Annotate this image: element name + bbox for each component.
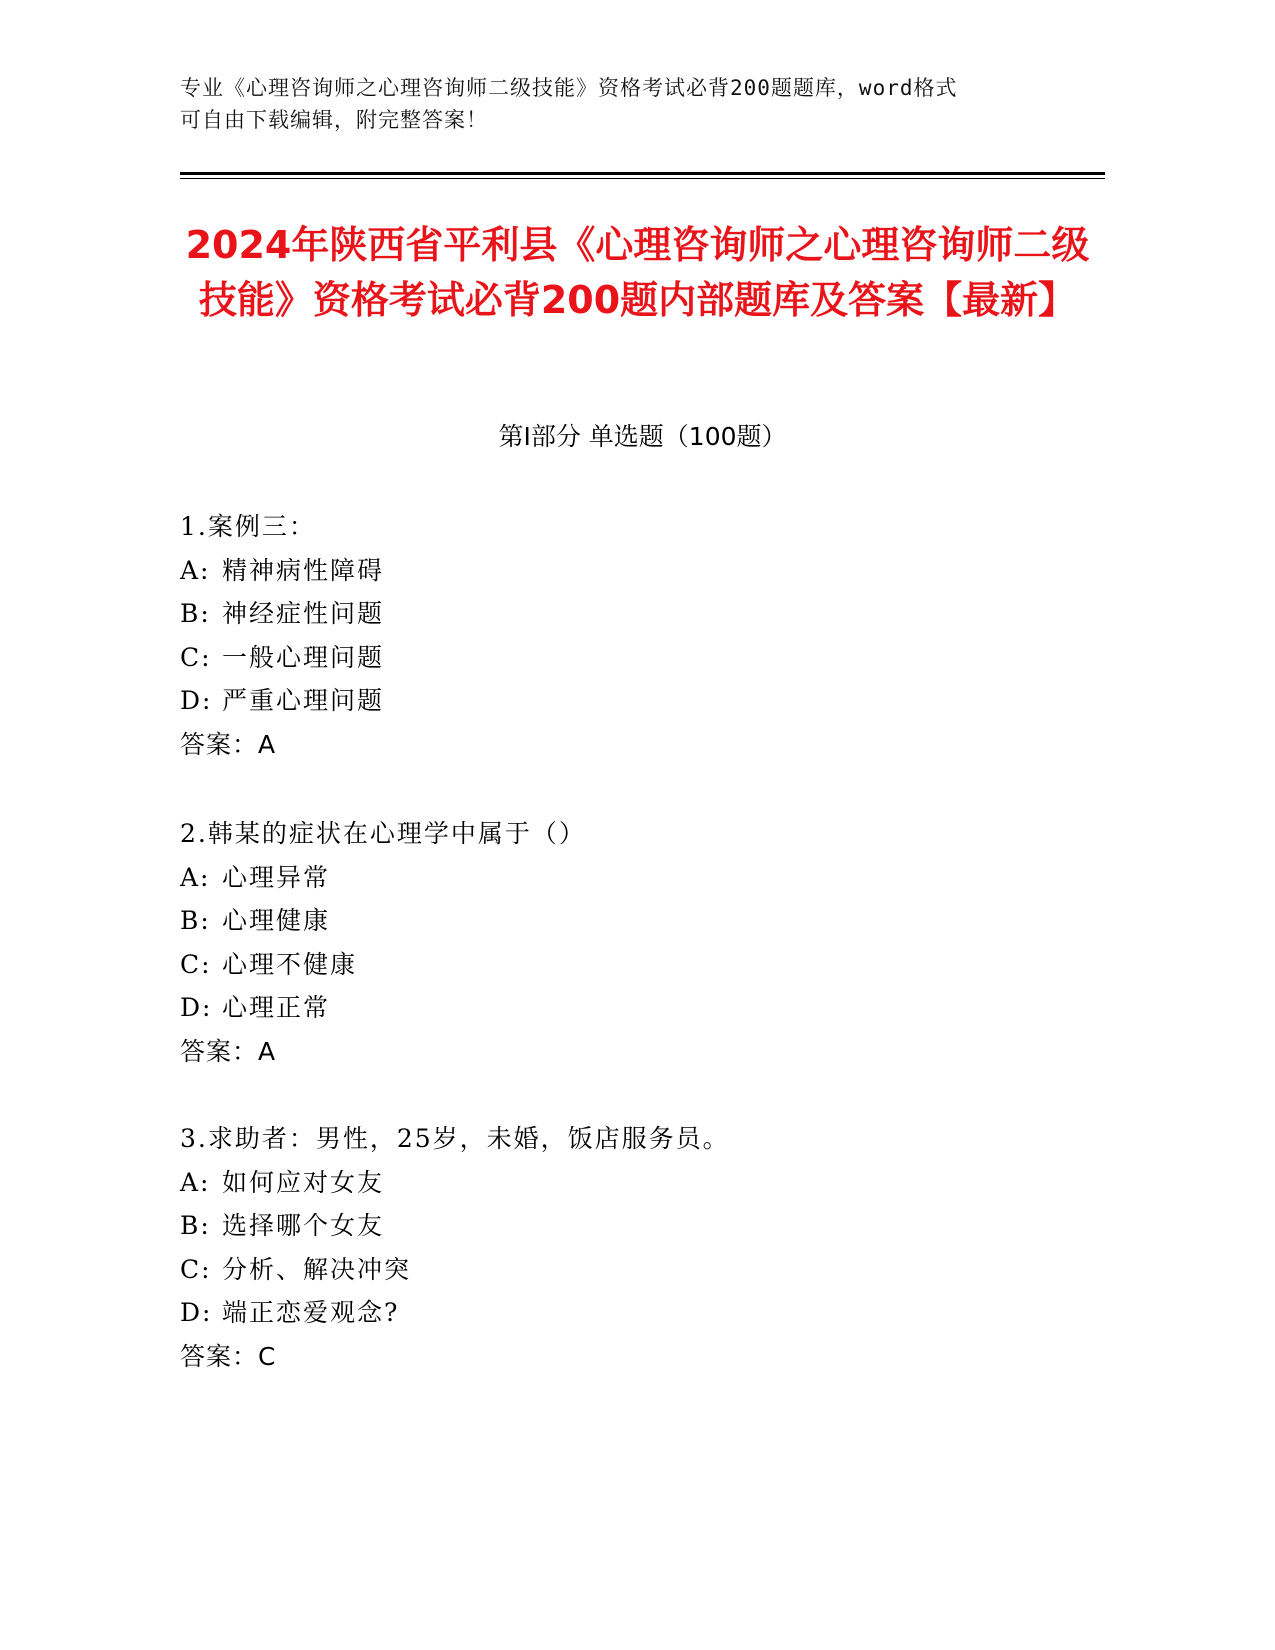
option-text: 如何应对女友 xyxy=(222,1167,385,1197)
option-a xyxy=(180,549,1080,593)
option-text: 心理正常 xyxy=(222,993,331,1022)
section-title: 第Ⅰ部分 单选题（100题） xyxy=(498,422,787,451)
option-d xyxy=(180,1291,1080,1335)
option-key: C: xyxy=(180,949,212,979)
header-note-line-1: 专业《心理咨询师之心理咨询师二级技能》资格考试必背200题题库，word格式 xyxy=(180,76,958,100)
option-key: B: xyxy=(180,1211,211,1240)
option-key: B: xyxy=(180,906,211,935)
header-note-line-2: 可自由下载编辑，附完整答案！ xyxy=(180,108,488,132)
question-stem: 1.案例三： xyxy=(180,512,316,541)
option-text: 神经症性问题 xyxy=(222,599,385,628)
option-key: A: xyxy=(180,1167,211,1197)
option-b xyxy=(180,592,1080,636)
option-key: C: xyxy=(180,1254,212,1284)
document-title-line-2: 技能》资格考试必背200题内部题库及答案【最新】 xyxy=(198,278,1077,322)
option-d xyxy=(180,679,1080,723)
option-key: A: xyxy=(180,862,211,892)
option-key: D: xyxy=(180,1298,213,1327)
option-b xyxy=(180,899,1080,943)
option-text: 选择哪个女友 xyxy=(222,1211,385,1240)
option-text: 心理不健康 xyxy=(222,949,358,979)
option-key: B: xyxy=(180,599,211,628)
answer: 答案：A xyxy=(180,729,277,759)
option-key: D: xyxy=(180,993,213,1022)
option-c xyxy=(180,943,1080,987)
option-b xyxy=(180,1204,1080,1248)
option-text: 心理异常 xyxy=(222,862,331,892)
header-divider-thin xyxy=(180,178,1105,179)
option-a xyxy=(180,856,1080,900)
option-a xyxy=(180,1161,1080,1205)
option-text: 严重心理问题 xyxy=(222,686,385,715)
header-divider-thick xyxy=(180,172,1105,175)
option-d xyxy=(180,986,1080,1030)
option-key: D: xyxy=(180,686,213,715)
option-text: 端正恋爱观念? xyxy=(222,1298,400,1327)
question-stem: 3.求助者：男性，25岁，未婚，饭店服务员。 xyxy=(180,1124,730,1153)
option-text: 心理健康 xyxy=(222,906,331,935)
document-title xyxy=(170,218,1105,328)
answer: 答案：C xyxy=(180,1341,277,1371)
option-c xyxy=(180,636,1080,680)
answer: 答案：A xyxy=(180,1036,277,1066)
question-stem: 2.韩某的症状在心理学中属于（） xyxy=(180,819,586,848)
question-1 xyxy=(180,505,1080,766)
option-key: A: xyxy=(180,555,211,585)
option-text: 精神病性障碍 xyxy=(222,555,385,585)
option-c xyxy=(180,1248,1080,1292)
question-3 xyxy=(180,1117,1080,1378)
option-key: C: xyxy=(180,642,212,672)
document-title-line-1: 2024年陕西省平利县《心理咨询师之心理咨询师二级 xyxy=(185,223,1090,267)
question-2 xyxy=(180,812,1080,1073)
header-note xyxy=(180,72,1060,136)
option-text: 一般心理问题 xyxy=(222,642,385,672)
option-text: 分析、解决冲突 xyxy=(222,1254,412,1284)
